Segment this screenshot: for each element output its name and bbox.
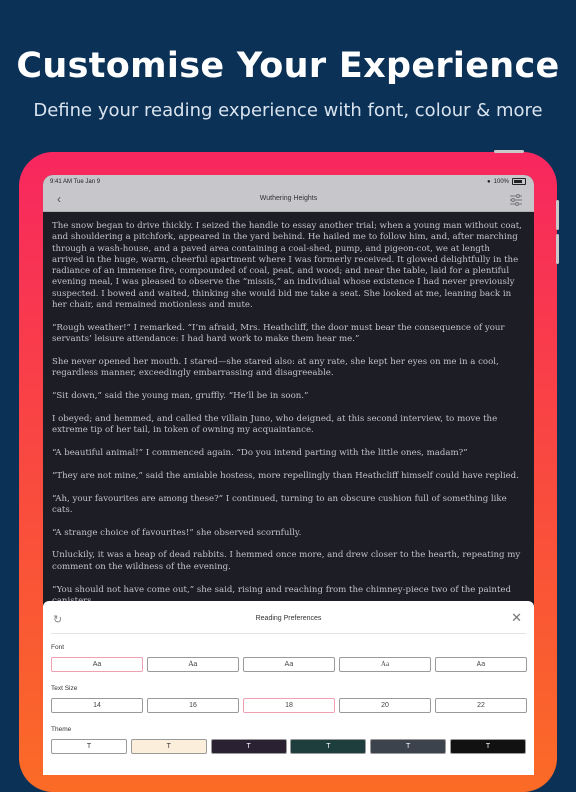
paragraph: The snow began to drive thickly. I seized the handle to essay another trial; when a young man without coat, and shouldering a pitchfork, appeared in the yard behind. He hailed me to follow him, and, after marching through a wash-house, and a paved area containing a coal-shed, pump, and pigeon-cot, we at length arrived in the huge, warm, cheerful apartment where I was formerly received. It glowed delightfully in the radiance of an immense fire, compounded of coal, peat, and wood; and near the table, laid for a plentiful evening meal, I was pleased to observe the “missis,” an individual whose existence I had never previously suspected. I bowed and waited, thinking she would bid me take a seat. She looked at me, leaning back in her chair, and remained motionless and mute. — [52, 221, 522, 311]
font-option-5[interactable]: Aa — [435, 657, 527, 672]
paragraph: “Rough weather!” I remarked. “I’m afraid, Mrs. Heathcliff, the door must bear the consequence of your servants’ leisure attendance: I had hard work to make them hear me.” — [52, 322, 505, 345]
paragraph: She never opened her mouth. I stared—she stared also: at any rate, she kept her eyes on me in a cool, regardless manner, exceedingly embarrassing and disagreeable. — [52, 356, 499, 379]
reset-icon[interactable]: ↻ — [53, 614, 63, 626]
text-size-label: Text Size — [51, 685, 78, 692]
font-label: Font — [51, 644, 65, 651]
font-option-1[interactable]: Aa — [51, 657, 143, 672]
font-option-2[interactable]: Aa — [147, 657, 239, 672]
wifi-icon: ● — [487, 178, 491, 185]
promo-subline: Define your reading experience with font, colour & more — [33, 100, 543, 121]
text-size-20[interactable]: 20 — [339, 698, 431, 713]
book-title: Wuthering Heights — [259, 195, 318, 202]
reading-preferences-sheet — [43, 601, 534, 775]
text-size-22[interactable]: 22 — [435, 698, 527, 713]
paragraph: “A strange choice of favourites!” she observed scornfully. — [52, 527, 302, 538]
paragraph: “They are not mine,” said the amiable hostess, more repellingly than Heathcliff himself could have replied. — [52, 470, 519, 481]
tablet-screen — [43, 175, 534, 775]
paragraph: “Ah, your favourites are among these?” I continued, turning to an obscure cushion full of something like cats. — [52, 493, 507, 515]
status-time: 9:41 AM Tue Jan 9 — [50, 179, 101, 185]
font-option-4[interactable]: Aa — [339, 657, 431, 672]
font-option-3[interactable]: Aa — [243, 657, 335, 672]
sheet-title: Reading Preferences — [255, 615, 322, 622]
battery-percent: 100% — [493, 178, 509, 185]
theme-option-3[interactable]: T — [211, 739, 287, 754]
status-bar — [43, 175, 534, 189]
text-size-16[interactable]: 16 — [147, 698, 239, 713]
paragraph: “You should not have come out,” she said, rising and reaching from the chimney-piece two of the painted — [52, 584, 511, 595]
text-size-14[interactable]: 14 — [51, 698, 143, 713]
theme-option-2[interactable]: T — [131, 739, 207, 754]
theme-option-1[interactable]: T — [51, 739, 127, 754]
nav-bar — [43, 189, 534, 212]
battery-icon — [512, 178, 526, 185]
tablet-volume-up — [556, 200, 559, 230]
divider — [51, 633, 526, 634]
theme-option-5[interactable]: T — [370, 739, 446, 754]
text-size-18[interactable]: 18 — [243, 698, 335, 713]
theme-label: Theme — [51, 726, 72, 733]
promo-headline: Customise Your Experience — [16, 46, 560, 86]
reader-text — [52, 221, 524, 619]
paragraph: Unluckily, it was a heap of dead rabbits. I hemmed once more, and drew closer to the hearth, repeating my comment on the wildness of the evening. — [52, 550, 521, 572]
tablet-top-button — [494, 150, 524, 153]
tablet-volume-down — [556, 234, 559, 264]
theme-option-4[interactable]: T — [290, 739, 366, 754]
close-icon[interactable]: ✕ — [511, 610, 522, 625]
theme-option-6[interactable]: T — [450, 739, 526, 754]
back-chevron-icon[interactable]: ‹ — [57, 192, 61, 206]
paragraph: I obeyed; and hemmed, and called the villain Juno, who deigned, at this second interview, to move the extreme tip of her tail, in token of owning my acquaintance. — [52, 413, 498, 436]
paragraph: “Sit down,” said the young man, gruffly. “He’ll be in soon.” — [52, 391, 309, 402]
paragraph: “A beautiful animal!” I commenced again. “Do you intend parting with the little ones, madam?” — [52, 447, 468, 458]
sliders-icon[interactable] — [509, 194, 523, 206]
